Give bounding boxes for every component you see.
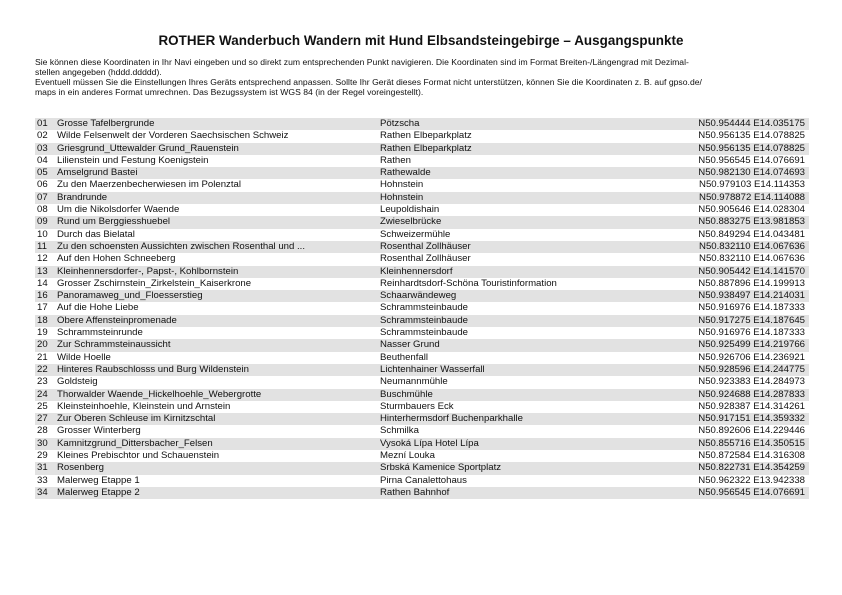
starting-point: Schmilka bbox=[380, 425, 419, 437]
intro-line: stellen angegeben (hddd.ddddd). bbox=[35, 67, 162, 78]
table-row bbox=[35, 266, 809, 278]
coordinates: N50.905646 E14.028304 bbox=[698, 204, 805, 216]
coordinates: N50.956135 E14.078825 bbox=[698, 130, 805, 142]
table-row bbox=[35, 118, 809, 130]
table-row bbox=[35, 450, 809, 462]
table-row bbox=[35, 327, 809, 339]
starting-point: Schrammsteinbaude bbox=[380, 302, 468, 314]
starting-points-table bbox=[35, 118, 809, 499]
route-number: 09 bbox=[37, 216, 48, 228]
route-name: Grosser Zschirnstein_Zirkelstein_Kaiserkrone bbox=[57, 277, 252, 289]
route-name: Rund um Berggiesshuebel bbox=[57, 216, 171, 228]
table-row bbox=[35, 462, 809, 474]
table-row bbox=[35, 352, 809, 364]
route-number: 28 bbox=[37, 425, 48, 437]
route-number: 22 bbox=[37, 363, 48, 375]
route-number: 03 bbox=[37, 142, 48, 154]
starting-point: Rosenthal Zollhäuser bbox=[380, 253, 471, 265]
coordinates: N50.956545 E14.076691 bbox=[698, 486, 805, 498]
route-name: Amselgrund Bastei bbox=[57, 167, 138, 179]
route-number: 01 bbox=[37, 118, 48, 129]
coordinates: N50.956135 E14.078825 bbox=[698, 142, 805, 154]
starting-point: Schaarwändeweg bbox=[380, 290, 457, 302]
starting-point: Nasser Grund bbox=[380, 339, 440, 351]
route-name: Durch das Bielatal bbox=[57, 228, 135, 240]
table-row bbox=[35, 475, 809, 487]
route-name: Malerweg Etappe 2 bbox=[57, 486, 140, 498]
starting-point: Vysoká Lípa Hotel Lípa bbox=[380, 437, 479, 449]
coordinates: N50.832110 E14.067636 bbox=[699, 253, 805, 265]
intro-line: Eventuell müssen Sie die Einstellungen Ihres Geräts entsprechend anpassen. Sollte Ihr Gerät dieses Format nicht unterstützen, können Sie die Koordinaten z. B. auf gpso.de/ bbox=[35, 77, 702, 88]
coordinates: N50.872584 E14.316308 bbox=[698, 450, 805, 462]
starting-point: Pirna Canalettohaus bbox=[380, 474, 467, 486]
starting-point: Hohnstein bbox=[380, 179, 424, 191]
starting-point: Hinterhermsdorf Buchenparkhalle bbox=[380, 413, 523, 425]
starting-point: Beuthenfall bbox=[380, 351, 429, 363]
intro-line: maps in ein anderes Format umrechnen. Das Bezugssystem ist WGS 84 (in der Regel voreingestellt). bbox=[35, 87, 424, 98]
table-row bbox=[35, 290, 809, 302]
route-number: 27 bbox=[37, 413, 48, 425]
intro-line: Sie können diese Koordinaten in Ihr Navi eingeben und so direkt zum entsprechenden Punkt navigieren. Die Koordinaten sind im Format Breiten-/Längengrad mit Dezimal- bbox=[35, 57, 689, 67]
route-name: Zur Schrammsteinaussicht bbox=[57, 339, 171, 351]
table-row bbox=[35, 438, 809, 450]
route-number: 06 bbox=[37, 179, 48, 191]
route-name: Auf den Hohen Schneeberg bbox=[57, 253, 176, 265]
route-number: 24 bbox=[37, 388, 48, 400]
route-name: Zur Oberen Schleuse im Kirnitzschtal bbox=[57, 413, 216, 425]
route-name: Kleines Prebischtor und Schauenstein bbox=[57, 450, 220, 462]
route-number: 05 bbox=[37, 167, 48, 179]
table-row bbox=[35, 376, 809, 388]
route-name: Um die Nikolsdorfer Waende bbox=[57, 204, 180, 216]
table-row bbox=[35, 167, 809, 179]
route-name: Lilienstein und Festung Koenigstein bbox=[57, 154, 209, 166]
table-row bbox=[35, 241, 809, 253]
starting-point: Rathen bbox=[380, 154, 411, 166]
route-number: 04 bbox=[37, 154, 48, 166]
coordinates: N50.923383 E14.284973 bbox=[698, 376, 805, 388]
route-name: Wilde Hoelle bbox=[57, 351, 111, 363]
table-row bbox=[35, 130, 809, 142]
route-name: Malerweg Etappe 1 bbox=[57, 474, 140, 486]
route-number: 31 bbox=[37, 462, 48, 474]
coordinates: N50.822731 E14.354259 bbox=[698, 462, 805, 474]
table-row bbox=[35, 204, 809, 216]
route-number: 20 bbox=[37, 339, 48, 351]
route-name: Griesgrund_Uttewalder Grund_Rauenstein bbox=[57, 142, 239, 154]
starting-point: Zwieselbrücke bbox=[380, 216, 442, 228]
table-row bbox=[35, 487, 809, 499]
route-name: Kleinsteinhoehle, Kleinstein und Arnstein bbox=[57, 400, 231, 412]
coordinates: N50.855716 E14.350515 bbox=[698, 437, 805, 449]
table-row bbox=[35, 315, 809, 327]
table-row bbox=[35, 339, 809, 351]
starting-point: Rathewalde bbox=[380, 167, 431, 179]
table-row bbox=[35, 425, 809, 437]
table-row bbox=[35, 364, 809, 376]
table-row bbox=[35, 401, 809, 413]
coordinates: N50.892606 E14.229446 bbox=[698, 425, 805, 437]
coordinates: N50.925499 E14.219766 bbox=[698, 339, 805, 351]
coordinates: N50.926706 E14.236921 bbox=[698, 351, 805, 363]
coordinates: N50.928387 E14.314261 bbox=[698, 400, 805, 412]
starting-point: Lichtenhainer Wasserfall bbox=[380, 363, 485, 375]
coordinates: N50.832110 E14.067636 bbox=[699, 240, 805, 252]
coordinates: N50.982130 E14.074693 bbox=[698, 167, 805, 179]
starting-point: Reinhardtsdorf-Schöna Touristinformation bbox=[380, 277, 557, 289]
starting-point: Rathen Bahnhof bbox=[380, 486, 450, 498]
table-row bbox=[35, 143, 809, 155]
starting-point: Schrammsteinbaude bbox=[380, 314, 468, 326]
intro-text bbox=[35, 57, 810, 97]
route-number: 25 bbox=[37, 400, 48, 412]
route-number: 21 bbox=[37, 351, 48, 363]
route-number: 07 bbox=[37, 191, 48, 203]
coordinates: N50.917151 E14.359332 bbox=[698, 413, 805, 425]
route-name: Zu den Maerzenbecherwiesen im Polenztal bbox=[57, 179, 241, 191]
table-row bbox=[35, 216, 809, 228]
route-name: Kamnitzgrund_Dittersbacher_Felsen bbox=[57, 437, 213, 449]
starting-point: Rathen Elbeparkplatz bbox=[380, 130, 472, 142]
route-number: 16 bbox=[37, 290, 48, 302]
table-row bbox=[35, 229, 809, 241]
route-number: 17 bbox=[37, 302, 48, 314]
route-name: Thorwalder Waende_Hickelhoehle_Webergrotte bbox=[57, 388, 262, 400]
route-number: 30 bbox=[37, 437, 48, 449]
route-number: 19 bbox=[37, 327, 48, 339]
starting-point: Srbská Kamenice Sportplatz bbox=[380, 462, 502, 474]
page-title: ROTHER Wanderbuch Wandern mit Hund Elbsandsteingebirge – Ausgangspunkte bbox=[158, 33, 684, 48]
table-row bbox=[35, 179, 809, 191]
route-number: 13 bbox=[37, 265, 48, 277]
coordinates: N50.979103 E14.114353 bbox=[699, 179, 805, 191]
route-number: 12 bbox=[37, 253, 48, 265]
starting-point: Pötzscha bbox=[380, 118, 420, 129]
starting-point: Mezní Louka bbox=[380, 450, 435, 462]
route-name: Panoramaweg_und_Floesserstieg bbox=[57, 290, 203, 302]
starting-point: Hohnstein bbox=[380, 191, 424, 203]
starting-point: Kleinhennersdorf bbox=[380, 265, 453, 277]
coordinates: N50.962322 E13.942338 bbox=[698, 474, 805, 486]
coordinates: N50.849294 E14.043481 bbox=[698, 228, 805, 240]
starting-point: Schrammsteinbaude bbox=[380, 327, 468, 339]
route-name: Rosenberg bbox=[57, 462, 104, 474]
coordinates: N50.883275 E13.981853 bbox=[698, 216, 805, 228]
starting-point: Schweizermühle bbox=[380, 228, 451, 240]
route-name: Kleinhennersdorfer-, Papst-, Kohlbornstein bbox=[57, 265, 239, 277]
route-name: Schrammsteinrunde bbox=[57, 327, 143, 339]
table-row bbox=[35, 413, 809, 425]
table-row bbox=[35, 155, 809, 167]
coordinates: N50.928596 E14.244775 bbox=[698, 363, 805, 375]
starting-point: Buschmühle bbox=[380, 388, 433, 400]
route-number: 34 bbox=[37, 486, 48, 498]
route-number: 08 bbox=[37, 204, 48, 216]
route-name: Grosse Tafelbergrunde bbox=[57, 118, 155, 129]
starting-point: Neumannmühle bbox=[380, 376, 448, 388]
table-row bbox=[35, 253, 809, 265]
route-name: Brandrunde bbox=[57, 191, 108, 203]
route-number: 02 bbox=[37, 130, 48, 142]
route-name: Hinteres Raubschlosss und Burg Wildenstein bbox=[57, 363, 249, 375]
coordinates: N50.978872 E14.114088 bbox=[699, 191, 805, 203]
route-number: 10 bbox=[37, 228, 48, 240]
starting-point: Sturmbauers Eck bbox=[380, 400, 454, 412]
table-row bbox=[35, 302, 809, 314]
route-name: Grosser Winterberg bbox=[57, 425, 141, 437]
coordinates: N50.924688 E14.287833 bbox=[698, 388, 805, 400]
route-name: Wilde Felsenwelt der Vorderen Saechsischen Schweiz bbox=[57, 130, 289, 142]
route-name: Obere Affensteinpromenade bbox=[57, 314, 177, 326]
route-name: Zu den schoensten Aussichten zwischen Rosenthal und ... bbox=[57, 240, 305, 252]
starting-point: Leupoldishain bbox=[380, 204, 440, 216]
coordinates: N50.917275 E14.187645 bbox=[698, 314, 805, 326]
starting-point: Rathen Elbeparkplatz bbox=[380, 142, 472, 154]
route-name: Goldsteig bbox=[57, 376, 98, 388]
route-number: 23 bbox=[37, 376, 48, 388]
table-row bbox=[35, 389, 809, 401]
coordinates: N50.938497 E14.214031 bbox=[698, 290, 805, 302]
route-name: Auf die Hohe Liebe bbox=[57, 302, 139, 314]
coordinates: N50.956545 E14.076691 bbox=[698, 154, 805, 166]
route-number: 14 bbox=[37, 277, 48, 289]
route-number: 29 bbox=[37, 450, 48, 462]
route-number: 11 bbox=[37, 240, 47, 252]
starting-point: Rosenthal Zollhäuser bbox=[380, 240, 471, 252]
coordinates: N50.916976 E14.187333 bbox=[698, 327, 805, 339]
table-row bbox=[35, 278, 809, 290]
route-number: 18 bbox=[37, 314, 48, 326]
route-number: 33 bbox=[37, 474, 48, 486]
coordinates: N50.954444 E14.035175 bbox=[698, 118, 805, 129]
coordinates: N50.905442 E14.141570 bbox=[698, 265, 805, 277]
coordinates: N50.887896 E14.199913 bbox=[698, 277, 805, 289]
coordinates: N50.916976 E14.187333 bbox=[698, 302, 805, 314]
table-row bbox=[35, 192, 809, 204]
